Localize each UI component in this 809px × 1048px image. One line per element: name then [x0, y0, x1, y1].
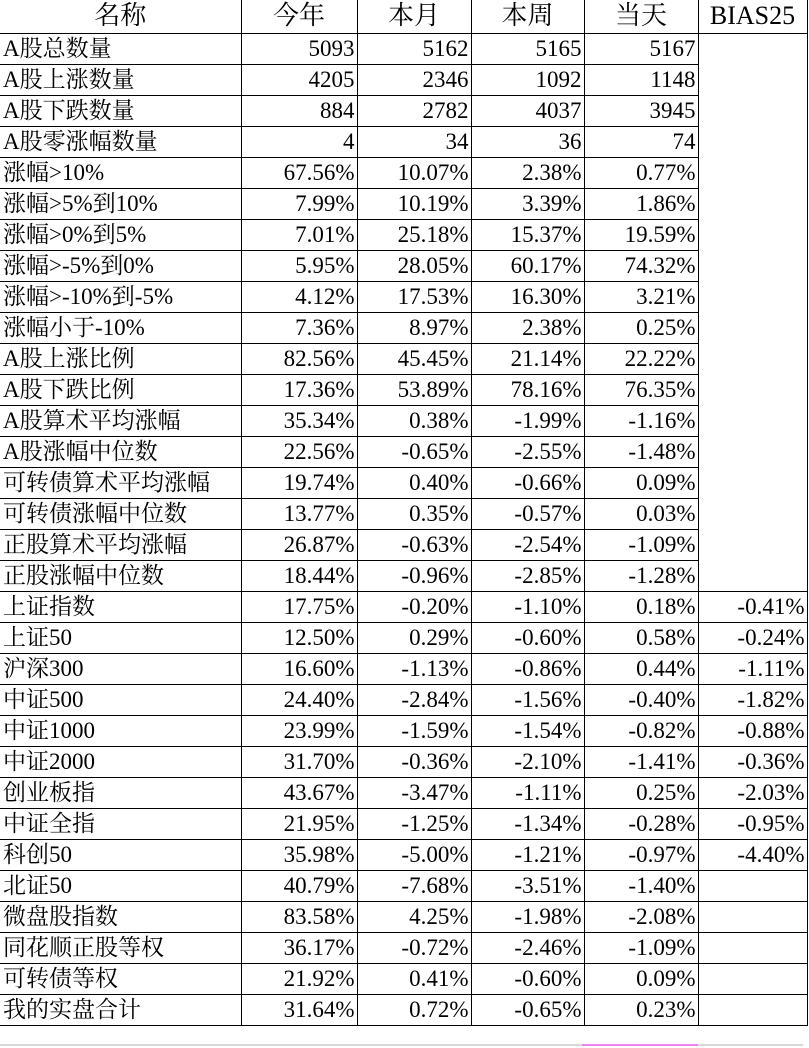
table-row — [0, 33, 807, 64]
cell-this-year[interactable]: 7.36% — [241, 312, 357, 343]
cell-bias25[interactable]: -4.40% — [698, 839, 807, 870]
table-row — [0, 343, 807, 374]
cell-bias25[interactable] — [698, 250, 807, 281]
cell-this-month[interactable]: -0.72% — [357, 932, 471, 963]
cell-this-week[interactable]: 78.16% — [471, 374, 584, 405]
cell-this-month[interactable]: 10.19% — [357, 188, 471, 219]
cell-this-week[interactable]: -1.10% — [471, 591, 584, 622]
table-row — [0, 498, 807, 529]
table-row — [0, 839, 807, 870]
cell-today[interactable]: -1.28% — [584, 560, 698, 591]
cell-this-week[interactable]: 4037 — [471, 95, 584, 126]
cell-this-year[interactable]: 18.44% — [241, 560, 357, 591]
cell-this-year[interactable]: 13.77% — [241, 498, 357, 529]
cell-name[interactable]: 涨幅>10% — [0, 157, 241, 188]
cell-today[interactable]: -1.41% — [584, 746, 698, 777]
cell-this-week[interactable]: -2.85% — [471, 560, 584, 591]
cell-name[interactable]: 正股算术平均涨幅 — [0, 529, 241, 560]
cell-this-month[interactable]: 0.72% — [357, 994, 471, 1025]
cell-bias25[interactable] — [698, 64, 807, 95]
cell-name[interactable]: 同花顺正股等权 — [0, 932, 241, 963]
cell-this-year[interactable]: 21.92% — [241, 963, 357, 994]
table-row — [0, 932, 807, 963]
cell-name[interactable]: 微盘股指数 — [0, 901, 241, 932]
cell-this-week[interactable]: 3.39% — [471, 188, 584, 219]
cell-today[interactable]: 0.58% — [584, 622, 698, 653]
cell-this-month[interactable]: -3.47% — [357, 777, 471, 808]
table-row — [0, 126, 807, 157]
cell-this-month[interactable]: 0.29% — [357, 622, 471, 653]
table-body — [0, 33, 807, 1025]
cell-this-year[interactable]: 83.58% — [241, 901, 357, 932]
cell-this-year[interactable]: 35.34% — [241, 405, 357, 436]
cell-name[interactable]: 涨幅>5%到10% — [0, 188, 241, 219]
cell-bias25[interactable] — [698, 498, 807, 529]
cell-today[interactable]: 0.23% — [584, 994, 698, 1025]
cell-today[interactable]: 19.59% — [584, 219, 698, 250]
cell-bias25[interactable] — [698, 312, 807, 343]
table-row — [0, 64, 807, 95]
cell-bias25[interactable]: -2.03% — [698, 777, 807, 808]
cell-bias25[interactable] — [698, 33, 807, 64]
cell-name[interactable]: 可转债等权 — [0, 963, 241, 994]
cell-name[interactable]: 涨幅小于-10% — [0, 312, 241, 343]
table-row — [0, 808, 807, 839]
cell-this-month[interactable]: 5162 — [357, 33, 471, 64]
cell-name[interactable]: 中证全指 — [0, 808, 241, 839]
cell-name[interactable]: 正股涨幅中位数 — [0, 560, 241, 591]
table-row — [0, 715, 807, 746]
cell-bias25[interactable] — [698, 529, 807, 560]
cell-this-month[interactable]: 0.35% — [357, 498, 471, 529]
cell-today[interactable]: 0.03% — [584, 498, 698, 529]
cell-today[interactable]: -0.28% — [584, 808, 698, 839]
cell-bias25[interactable] — [698, 343, 807, 374]
table-row — [0, 777, 807, 808]
cell-name[interactable]: A股总数量 — [0, 33, 241, 64]
cell-today[interactable]: 0.25% — [584, 777, 698, 808]
cell-this-year[interactable]: 21.95% — [241, 808, 357, 839]
cell-this-week[interactable]: -2.10% — [471, 746, 584, 777]
column-header-today[interactable]: 当天 — [584, 0, 698, 33]
cell-bias25[interactable]: -0.88% — [698, 715, 807, 746]
cell-name[interactable]: A股零涨幅数量 — [0, 126, 241, 157]
cell-this-year[interactable]: 12.50% — [241, 622, 357, 653]
cell-this-month[interactable]: 8.97% — [357, 312, 471, 343]
cell-today[interactable]: 74 — [584, 126, 698, 157]
table-row — [0, 870, 807, 901]
table-row — [0, 653, 807, 684]
cell-today[interactable]: 76.35% — [584, 374, 698, 405]
cell-bias25[interactable] — [698, 219, 807, 250]
cell-today[interactable]: 0.25% — [584, 312, 698, 343]
cell-name[interactable]: 上证50 — [0, 622, 241, 653]
cell-this-month[interactable]: -0.96% — [357, 560, 471, 591]
cell-this-month[interactable]: -0.65% — [357, 436, 471, 467]
cell-this-month[interactable]: 0.40% — [357, 467, 471, 498]
cell-bias25[interactable]: -0.41% — [698, 591, 807, 622]
cell-name[interactable]: 科创50 — [0, 839, 241, 870]
cell-this-week[interactable]: -2.54% — [471, 529, 584, 560]
table-row — [0, 219, 807, 250]
table-row — [0, 591, 807, 622]
cell-name[interactable]: A股上涨数量 — [0, 64, 241, 95]
cell-this-week[interactable]: -0.60% — [471, 963, 584, 994]
cell-this-year[interactable]: 4205 — [241, 64, 357, 95]
cell-bias25[interactable] — [698, 963, 807, 994]
cell-today[interactable]: 5167 — [584, 33, 698, 64]
cell-this-year[interactable]: 7.01% — [241, 219, 357, 250]
cell-name[interactable]: 创业板指 — [0, 777, 241, 808]
cell-today[interactable]: -1.48% — [584, 436, 698, 467]
cell-today[interactable]: 3945 — [584, 95, 698, 126]
cell-this-year[interactable]: 17.36% — [241, 374, 357, 405]
header-row — [0, 0, 807, 33]
cell-name[interactable]: 中证1000 — [0, 715, 241, 746]
cell-this-month[interactable]: 45.45% — [357, 343, 471, 374]
cell-bias25[interactable] — [698, 126, 807, 157]
cell-bias25[interactable] — [698, 436, 807, 467]
cell-bias25[interactable] — [698, 870, 807, 901]
table-row — [0, 157, 807, 188]
cell-this-week[interactable]: -0.60% — [471, 622, 584, 653]
cell-this-week[interactable]: 16.30% — [471, 281, 584, 312]
table-row — [0, 374, 807, 405]
cell-name[interactable]: 中证2000 — [0, 746, 241, 777]
cell-this-year[interactable]: 17.75% — [241, 591, 357, 622]
cell-this-year[interactable]: 67.56% — [241, 157, 357, 188]
cell-today[interactable]: -1.09% — [584, 932, 698, 963]
cell-bias25[interactable] — [698, 157, 807, 188]
cell-today[interactable]: 1.86% — [584, 188, 698, 219]
cell-this-month[interactable]: 0.38% — [357, 405, 471, 436]
cell-name[interactable]: 涨幅>-5%到0% — [0, 250, 241, 281]
cell-this-month[interactable]: 10.07% — [357, 157, 471, 188]
cell-this-week[interactable]: -2.55% — [471, 436, 584, 467]
cell-today[interactable]: -0.97% — [584, 839, 698, 870]
cell-this-month[interactable]: -5.00% — [357, 839, 471, 870]
cell-this-month[interactable]: -1.13% — [357, 653, 471, 684]
table-row — [0, 560, 807, 591]
cell-this-year[interactable]: 43.67% — [241, 777, 357, 808]
cell-this-year[interactable]: 22.56% — [241, 436, 357, 467]
cell-this-year[interactable]: 40.79% — [241, 870, 357, 901]
cell-this-week[interactable]: -1.98% — [471, 901, 584, 932]
cell-name[interactable]: A股算术平均涨幅 — [0, 405, 241, 436]
cell-this-year[interactable]: 5.95% — [241, 250, 357, 281]
cell-name[interactable]: 我的实盘合计 — [0, 994, 241, 1025]
cell-bias25[interactable]: -0.95% — [698, 808, 807, 839]
cell-this-week[interactable]: 2.38% — [471, 157, 584, 188]
cell-this-week[interactable]: -1.99% — [471, 405, 584, 436]
cell-name[interactable]: 沪深300 — [0, 653, 241, 684]
cell-this-month[interactable]: 2782 — [357, 95, 471, 126]
table-row — [0, 994, 807, 1025]
cell-this-year[interactable]: 36.17% — [241, 932, 357, 963]
cell-bias25[interactable] — [698, 95, 807, 126]
cell-this-year[interactable]: 16.60% — [241, 653, 357, 684]
cell-name[interactable]: 可转债算术平均涨幅 — [0, 467, 241, 498]
table-row — [0, 188, 807, 219]
cell-bias25[interactable]: -0.36% — [698, 746, 807, 777]
cell-today[interactable]: 0.18% — [584, 591, 698, 622]
cell-this-month[interactable]: 53.89% — [357, 374, 471, 405]
cell-today[interactable]: -1.40% — [584, 870, 698, 901]
cell-name[interactable]: 可转债涨幅中位数 — [0, 498, 241, 529]
cell-this-week[interactable]: -0.86% — [471, 653, 584, 684]
cell-this-week[interactable]: 1092 — [471, 64, 584, 95]
cell-this-year[interactable]: 19.74% — [241, 467, 357, 498]
cell-this-month[interactable]: -0.36% — [357, 746, 471, 777]
cell-this-year[interactable]: 24.40% — [241, 684, 357, 715]
cell-name[interactable]: A股下跌数量 — [0, 95, 241, 126]
cell-this-week[interactable]: 2.38% — [471, 312, 584, 343]
table-row — [0, 436, 807, 467]
cell-this-year[interactable]: 4.12% — [241, 281, 357, 312]
cell-this-year[interactable]: 884 — [241, 95, 357, 126]
table-row — [0, 622, 807, 653]
table-row — [0, 529, 807, 560]
table-row — [0, 405, 807, 436]
cell-today[interactable]: 0.09% — [584, 467, 698, 498]
cell-today[interactable]: 0.44% — [584, 653, 698, 684]
column-header-this-year[interactable]: 今年 — [241, 0, 357, 33]
cell-bias25[interactable] — [698, 560, 807, 591]
cell-this-week[interactable]: -1.56% — [471, 684, 584, 715]
cell-bias25[interactable] — [698, 467, 807, 498]
cell-today[interactable]: 1148 — [584, 64, 698, 95]
column-header-this-week[interactable]: 本周 — [471, 0, 584, 33]
cell-this-month[interactable]: 28.05% — [357, 250, 471, 281]
cell-name[interactable]: 上证指数 — [0, 591, 241, 622]
cell-this-year[interactable]: 7.99% — [241, 188, 357, 219]
cell-bias25[interactable] — [698, 901, 807, 932]
table-row — [0, 963, 807, 994]
cell-this-month[interactable]: 17.53% — [357, 281, 471, 312]
cell-name[interactable]: A股涨幅中位数 — [0, 436, 241, 467]
cell-name[interactable]: 北证50 — [0, 870, 241, 901]
cell-today[interactable]: 22.22% — [584, 343, 698, 374]
cell-this-week[interactable]: 15.37% — [471, 219, 584, 250]
cell-this-month[interactable]: -0.63% — [357, 529, 471, 560]
cell-this-month[interactable]: -1.59% — [357, 715, 471, 746]
cell-bias25[interactable]: -0.24% — [698, 622, 807, 653]
cell-today[interactable]: 74.32% — [584, 250, 698, 281]
cell-today[interactable]: 0.09% — [584, 963, 698, 994]
cell-bias25[interactable] — [698, 932, 807, 963]
cell-this-week[interactable]: 21.14% — [471, 343, 584, 374]
cell-name[interactable]: A股上涨比例 — [0, 343, 241, 374]
cell-bias25[interactable] — [698, 374, 807, 405]
table-row — [0, 684, 807, 715]
cell-this-week[interactable]: 36 — [471, 126, 584, 157]
cell-bias25[interactable] — [698, 405, 807, 436]
table-row — [0, 95, 807, 126]
cell-today[interactable]: -2.08% — [584, 901, 698, 932]
cell-today[interactable]: 0.77% — [584, 157, 698, 188]
cell-this-month[interactable]: 0.41% — [357, 963, 471, 994]
table-row — [0, 312, 807, 343]
cell-this-month[interactable]: -7.68% — [357, 870, 471, 901]
cell-this-month[interactable]: 2346 — [357, 64, 471, 95]
cell-this-week[interactable]: -0.65% — [471, 994, 584, 1025]
cell-this-year[interactable]: 31.70% — [241, 746, 357, 777]
cell-bias25[interactable] — [698, 994, 807, 1025]
cell-name[interactable]: A股下跌比例 — [0, 374, 241, 405]
cell-today[interactable]: -1.16% — [584, 405, 698, 436]
cell-this-week[interactable]: -2.46% — [471, 932, 584, 963]
table-row — [0, 746, 807, 777]
cell-this-week[interactable]: -1.11% — [471, 777, 584, 808]
cell-this-week[interactable]: -1.21% — [471, 839, 584, 870]
cell-bias25[interactable] — [698, 188, 807, 219]
cell-this-week[interactable]: -1.54% — [471, 715, 584, 746]
cell-this-year[interactable]: 23.99% — [241, 715, 357, 746]
table-row — [0, 281, 807, 312]
cell-bias25[interactable] — [698, 281, 807, 312]
cell-this-week[interactable]: -0.66% — [471, 467, 584, 498]
cell-this-year[interactable]: 82.56% — [241, 343, 357, 374]
table-row — [0, 250, 807, 281]
cell-this-year[interactable]: 4 — [241, 126, 357, 157]
cell-this-year[interactable]: 35.98% — [241, 839, 357, 870]
selection-highlight-line — [582, 1044, 698, 1046]
cell-this-week[interactable]: -0.57% — [471, 498, 584, 529]
cell-name[interactable]: 中证500 — [0, 684, 241, 715]
cell-this-year[interactable]: 5093 — [241, 33, 357, 64]
cell-this-week[interactable]: -3.51% — [471, 870, 584, 901]
cell-this-year[interactable]: 26.87% — [241, 529, 357, 560]
table-row — [0, 901, 807, 932]
cell-this-month[interactable]: 4.25% — [357, 901, 471, 932]
cell-name[interactable]: 涨幅>-10%到-5% — [0, 281, 241, 312]
cell-today[interactable]: -1.09% — [584, 529, 698, 560]
cell-name[interactable]: 涨幅>0%到5% — [0, 219, 241, 250]
cell-this-week[interactable]: 60.17% — [471, 250, 584, 281]
cell-today[interactable]: -0.82% — [584, 715, 698, 746]
cell-this-month[interactable]: 25.18% — [357, 219, 471, 250]
cell-this-month[interactable]: -0.20% — [357, 591, 471, 622]
column-header-this-month[interactable]: 本月 — [357, 0, 471, 33]
cell-bias25[interactable]: -1.82% — [698, 684, 807, 715]
cell-this-month[interactable]: -1.25% — [357, 808, 471, 839]
cell-this-year[interactable]: 31.64% — [241, 994, 357, 1025]
cell-today[interactable]: 3.21% — [584, 281, 698, 312]
cell-this-week[interactable]: 5165 — [471, 33, 584, 64]
cell-this-month[interactable]: -2.84% — [357, 684, 471, 715]
column-header-name[interactable]: 名称 — [0, 0, 241, 33]
cell-bias25[interactable]: -1.11% — [698, 653, 807, 684]
cell-this-week[interactable]: -1.34% — [471, 808, 584, 839]
column-header-bias25[interactable]: BIAS25 — [698, 0, 807, 33]
table-row — [0, 467, 807, 498]
cell-this-month[interactable]: 34 — [357, 126, 471, 157]
cell-today[interactable]: -0.40% — [584, 684, 698, 715]
